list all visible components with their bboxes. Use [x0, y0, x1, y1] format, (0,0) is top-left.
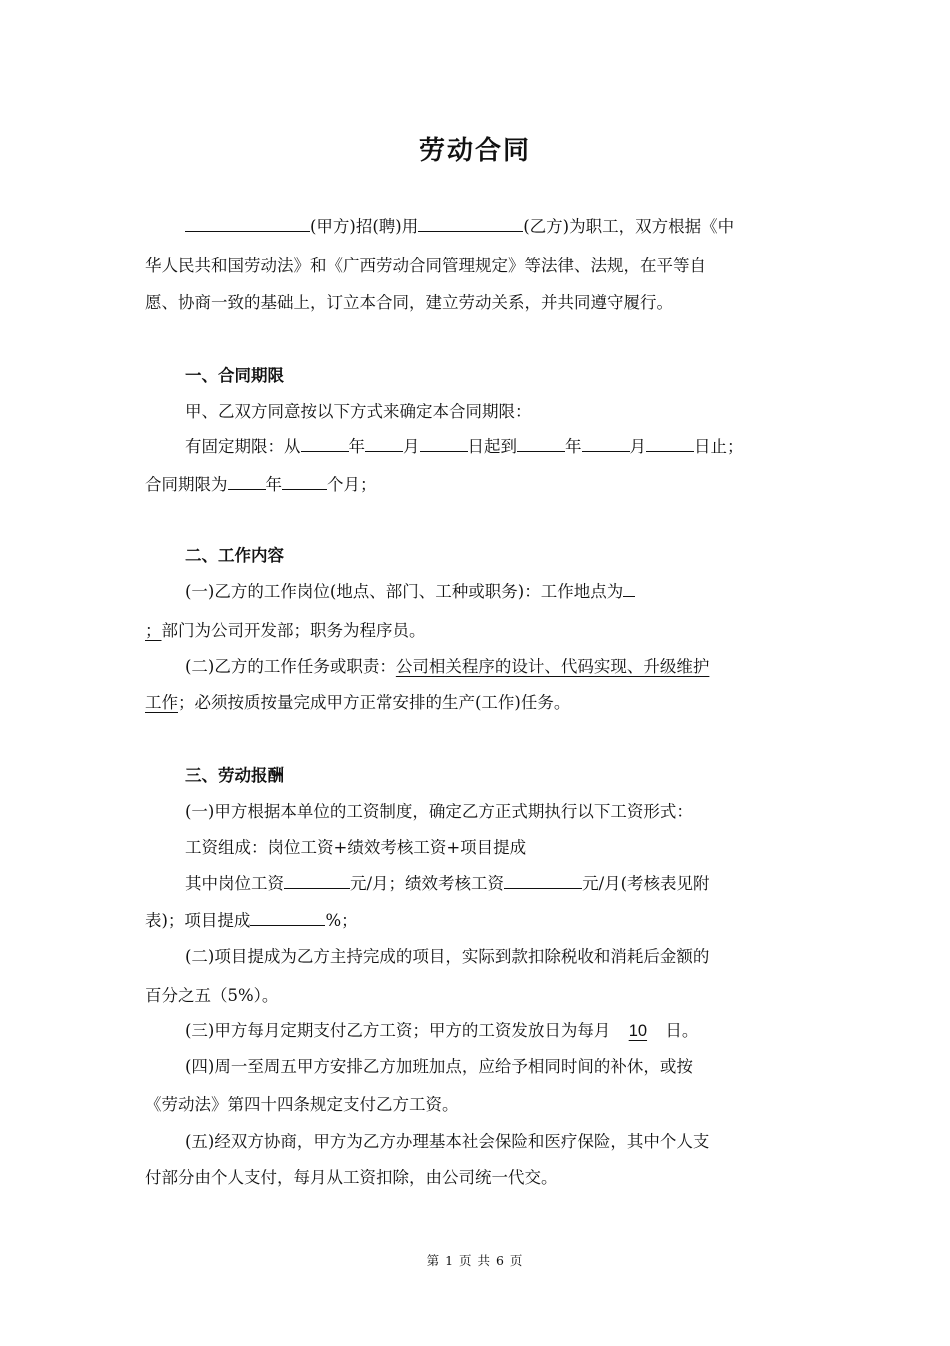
section-1-heading: 一、合同期限: [185, 366, 284, 385]
s3-para-4-line-2: 百分之五（5%）。: [145, 986, 279, 1005]
duties-underlined: 公司相关程序的设计、代码实现、升级维护: [395, 657, 710, 676]
section-2-heading: 二、工作内容: [185, 546, 284, 565]
s2-para-2-line-2: 工作；必须按质按量完成甲方正常安排的生产(工作)任务。: [145, 693, 571, 712]
intro-line-2: 华人民共和国劳动法》和《广西劳动合同管理规定》等法律、法规，在平等自: [145, 256, 706, 275]
section-3-heading: 三、劳动报酬: [185, 766, 284, 785]
s1-term-line: 合同期限为 年 个月；: [145, 475, 377, 494]
work-location-blank[interactable]: [623, 581, 635, 597]
s3-para-6-line-1: (四)周一至周五甲方安排乙方加班加点，应给予相同时间的补休，或按: [185, 1057, 693, 1076]
intro-text-b: (乙方)为职工，双方根据《中: [523, 217, 735, 236]
start-day-blank[interactable]: [420, 436, 468, 452]
s3-para-7-line-1: (五)经双方协商，甲方为乙方办理基本社会保险和医疗保险，其中个人支: [185, 1132, 710, 1151]
start-month-blank[interactable]: [365, 436, 403, 452]
s1-fixed-term-line: 有固定期限：从 年 月 日起到 年 月 日止；: [185, 437, 744, 456]
s2-para-2-line-1: (二)乙方的工作任务或职责：公司相关程序的设计、代码实现、升级维护: [185, 657, 710, 676]
s1-para-1: 甲、乙双方同意按以下方式来确定本合同期限：: [185, 402, 532, 421]
start-year-blank[interactable]: [301, 436, 349, 452]
intro-line-1: [185, 216, 734, 238]
s3-para-6-line-2: 《劳动法》第四十四条规定支付乙方工资。: [145, 1095, 459, 1114]
document-title: 劳动合同: [418, 136, 531, 166]
term-years-blank[interactable]: [228, 474, 266, 490]
s3-para-1: (一)甲方根据本单位的工资制度，确定乙方正式期执行以下工资形式：: [185, 802, 693, 821]
s3-para-2: 工资组成：岗位工资+绩效考核工资+项目提成: [185, 838, 527, 857]
end-day-blank[interactable]: [646, 436, 694, 452]
term-months-blank[interactable]: [282, 474, 327, 490]
end-month-blank[interactable]: [582, 436, 630, 452]
intro-text-a: (甲方)招(聘)用: [310, 217, 419, 236]
employee-blank[interactable]: [418, 216, 523, 232]
intro-line-3: 愿、协商一致的基础上，订立本合同，建立劳动关系，并共同遵守履行。: [145, 293, 673, 312]
commission-rate-blank[interactable]: [250, 910, 325, 926]
s3-para-7-line-2: 付部分由个人支付，每月从工资扣除，由公司统一代交。: [145, 1168, 558, 1187]
pay-day-value: 10: [628, 1022, 648, 1040]
s3-para-5: (三)甲方每月定期支付乙方工资；甲方的工资发放日为每月 10 日。: [185, 1021, 699, 1040]
employer-blank[interactable]: [185, 216, 310, 232]
s2-para-1-line-2: ；部门为公司开发部；职务为程序员。: [145, 621, 426, 640]
base-salary-blank[interactable]: [284, 873, 350, 889]
page-footer: 第 1 页 共 6 页: [426, 1253, 524, 1268]
s3-para-3-line-1: 其中岗位工资 元/月；绩效考核工资 元/月(考核表见附: [185, 874, 710, 893]
s3-para-3-line-2: 表)；项目提成 %；: [145, 911, 358, 930]
s3-para-4-line-1: (二)项目提成为乙方主持完成的项目，实际到款扣除税收和消耗后金额的: [185, 947, 710, 966]
end-year-blank[interactable]: [517, 436, 565, 452]
s2-para-1-line-1: (一)乙方的工作岗位(地点、部门、工种或职务)：工作地点为: [185, 581, 635, 603]
performance-pay-blank[interactable]: [504, 873, 582, 889]
